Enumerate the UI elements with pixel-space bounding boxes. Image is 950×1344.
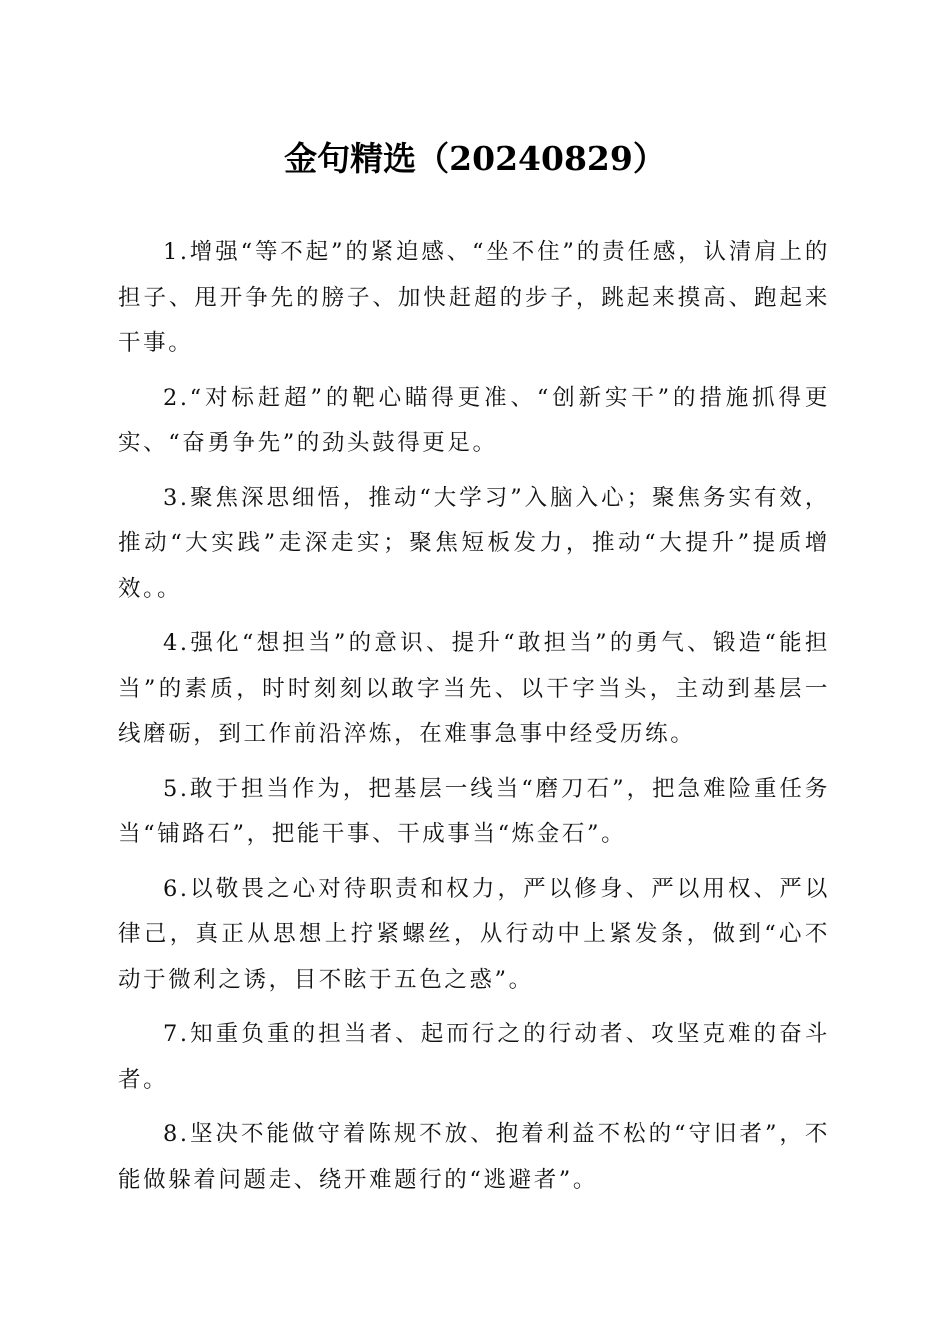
paragraph-4: 4.强化“想担当”的意识、提升“敢担当”的勇气、锻造“能担当”的素质，时时刻刻以敢字当先、以干字当头，主动到基层一线磨砺，到工作前沿淬炼，在难事急事中经受历练。	[118, 630, 830, 747]
document-body	[118, 230, 830, 1212]
paragraph-1: 1.增强“等不起”的紧迫感、“坐不住”的责任感，认清肩上的担子、甩开争先的膀子、加快赶超的步子，跳起来摸高、跑起来干事。	[118, 239, 830, 356]
paragraph-8: 8.坚决不能做守着陈规不放、抱着利益不松的“守旧者”，不能做躲着问题走、绕开难题行的“逃避者”。	[118, 1121, 830, 1193]
paragraph-7: 7.知重负重的担当者、起而行之的行动者、攻坚克难的奋斗者。	[118, 1021, 830, 1093]
paragraph-6: 6.以敬畏之心对待职责和权力，严以修身、严以用权、严以律己，真正从思想上拧紧螺丝，从行动中上紧发条，做到“心不动于微利之诱，目不眩于五色之惑”。	[118, 875, 830, 993]
paragraph-3: 3.聚焦深思细悟，推动“大学习”入脑入心；聚焦务实有效，推动“大实践”走深走实；聚焦短板发力，推动“大提升”提质增效。。	[118, 484, 830, 602]
document-title: 金句精选（20240829）	[284, 139, 666, 178]
paragraph-2: 2.“对标赶超”的靶心瞄得更准、“创新实干”的措施抓得更实、“奋勇争先”的劲头鼓得更足。	[118, 384, 830, 456]
paragraph-5: 5.敢于担当作为，把基层一线当“磨刀石”，把急难险重任务当“铺路石”，把能干事、干成事当“炼金石”。	[118, 775, 830, 847]
